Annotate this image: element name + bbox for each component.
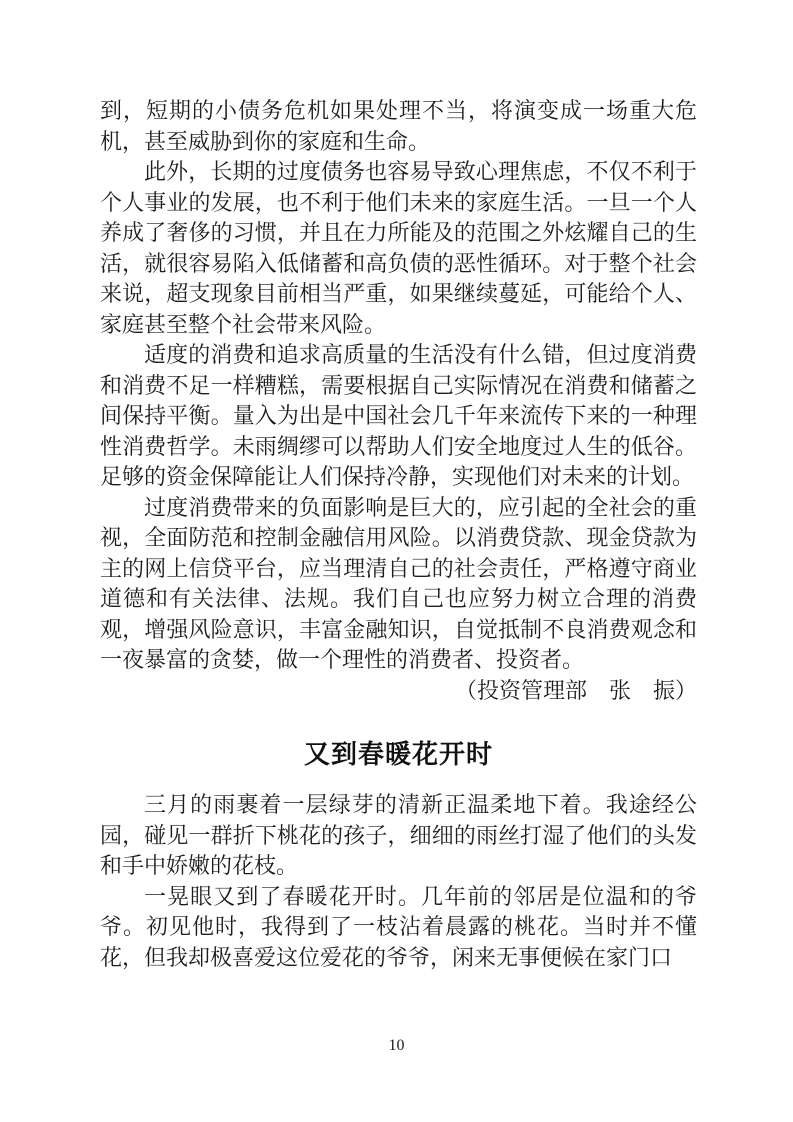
paragraph: 此外，长期的过度债务也容易导致心理焦虑，不仅不利于个人事业的发展，也不利于他们未来的家庭生活。一旦一个人养成了奢侈的习惯，并且在力所能及的范围之外炫耀自己的生活，就很容易陷入低储蓄和高负债的恶性循环。对于整个社会来说，超支现象目前相当严重，如果继续蔓延，可能给个人、家庭甚至整个社会带来风险。: [100, 160, 697, 338]
page-content: [100, 97, 697, 974]
paragraph: 一晃眼又到了春暖花开时。几年前的邻居是位温和的爷爷。初见他时，我得到了一枝沾着晨露的桃花。当时并不懂花，但我却极喜爱这位爱花的爷爷，闲来无事便候在家门口: [100, 884, 697, 971]
paragraph: 三月的雨裹着一层绿芽的清新正温柔地下着。我途经公园，碰见一群折下桃花的孩子，细细的雨丝打湿了他们的头发和手中娇嫩的花枝。: [100, 793, 697, 879]
paragraph: 过度消费带来的负面影响是巨大的，应引起的全社会的重视，全面防范和控制金融信用风险。以消费贷款、现金贷款为主的网上信贷平台，应当理清自己的社会责任，严格遵守商业道德和有关法律、法规。我们自己也应努力树立合理的消费观，增强风险意识，丰富金融知识，自觉抵制不良消费观念和一夜暴富的贪婪，做一个理性的消费者、投资者。: [100, 495, 697, 673]
page-number: 10: [388, 1037, 405, 1054]
article-byline: （投资管理部 张 振）: [454, 678, 697, 704]
article-title: 又到春暖花开时: [303, 740, 493, 770]
paragraph: 适度的消费和追求高质量的生活没有什么错，但过度消费和消费不足一样糟糕，需要根据自己实际情况在消费和储蓄之间保持平衡。量入为出是中国社会几千年来流传下来的一种理性消费哲学。未雨绸缪可以帮助人们安全地度过人生的低谷。足够的资金保障能让人们保持冷静，实现他们对未来的计划。: [100, 343, 697, 490]
paragraph-continuation: 到，短期的小债务危机如果处理不当，将演变成一场重大危机，甚至威胁到你的家庭和生命。: [100, 99, 697, 155]
